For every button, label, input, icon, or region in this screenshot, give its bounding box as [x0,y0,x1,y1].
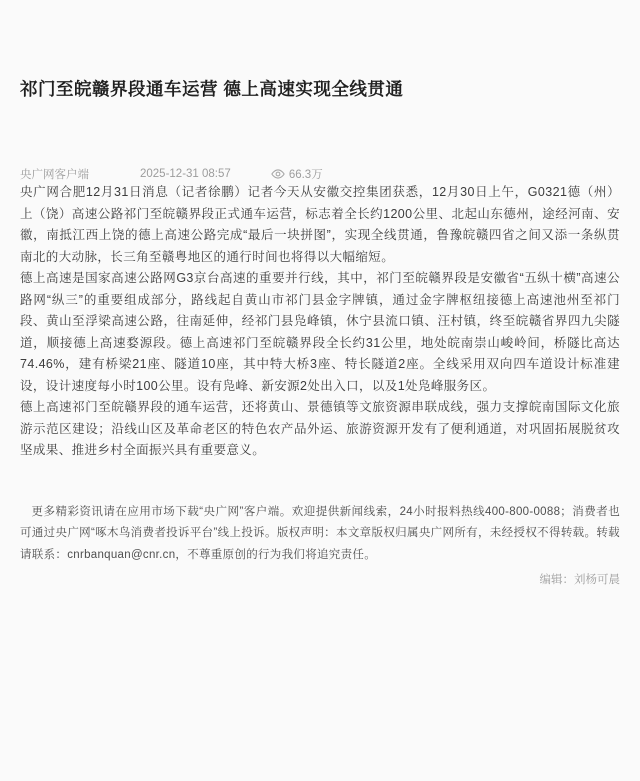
source-label: 央广网客户端 [20,169,89,181]
article-title: 祁门至皖赣界段通车运营 德上高速实现全线贯通 [20,79,404,99]
article-paragraph-2: 德上高速是国家高速公路网G3京台高速的重要并行线，其中，祁门至皖赣界段是安徽省“五纵十横”高速公路网“纵三”的重要组成部分，路线起自黄山市祁门县金字牌镇，通过金字牌枢纽接德上高速池州至祁门段、黄山至浮梁高速公路，往南延伸，经祁门县凫峰镇，休宁县流口镇、汪村镇，终至皖赣省界四九尖隧道，顺接德上高速婺源段。德上高速祁门至皖赣界段全长约31公里，地处皖南崇山峻岭间，桥隧比高达74.46%，建有桥梁21座、隧道10座，其中特大桥3座、特长隧道2座。全线采用双向四车道设计标准建设，设计速度每小时100公里。设有凫峰、新安源2处出入口，以及1处凫峰服务区。 [20,271,620,393]
article-paragraph-1: 央广网合肥12月31日消息（记者徐鹏）记者今天从安徽交控集团获悉，12月30日上午，G0321德（州）上（饶）高速公路祁门至皖赣界段正式通车运营，标志着全长约1200公里、北起山东德州，途经河南、安徽，南抵江西上饶的德上高速公路完成“最后一块拼图”，实现全线贯通，鲁豫皖赣四省之间又添一条纵贯南北的大动脉，长三角至赣粤地区的通行时间也将得以大幅缩短。 [20,185,620,264]
view-count [271,166,323,182]
editor-byline: 编辑：刘杨可晨 [539,574,620,586]
article-meta [20,166,620,182]
eye-icon [271,167,285,181]
publish-datetime: 2025-12-31 08:57 [140,168,231,180]
view-count-value: 66.3万 [288,169,323,181]
article-paragraph-3: 德上高速祁门至皖赣界段的通车运营，还将黄山、景德镇等文旅资源串联成线，强力支撑皖南国际文化旅游示范区建设；沿线山区及革命老区的特色农产品外运、旅游资源开发有了便利通道，对巩固拓展脱贫攻坚成果、推进乡村全面振兴具有重要意义。 [20,400,620,457]
copyright-footer-note: 更多精彩资讯请在应用市场下载“央广网”客户端。欢迎提供新闻线索，24小时报料热线400-800-0088；消费者也可通过央广网“啄木鸟消费者投诉平台”线上投诉。版权声明：本文章版权归属央广网所有，未经授权不得转载。转载请联系：cnrbanquan@cnr.cn，不尊重原创的行为我们将追究责任。 [20,505,620,561]
